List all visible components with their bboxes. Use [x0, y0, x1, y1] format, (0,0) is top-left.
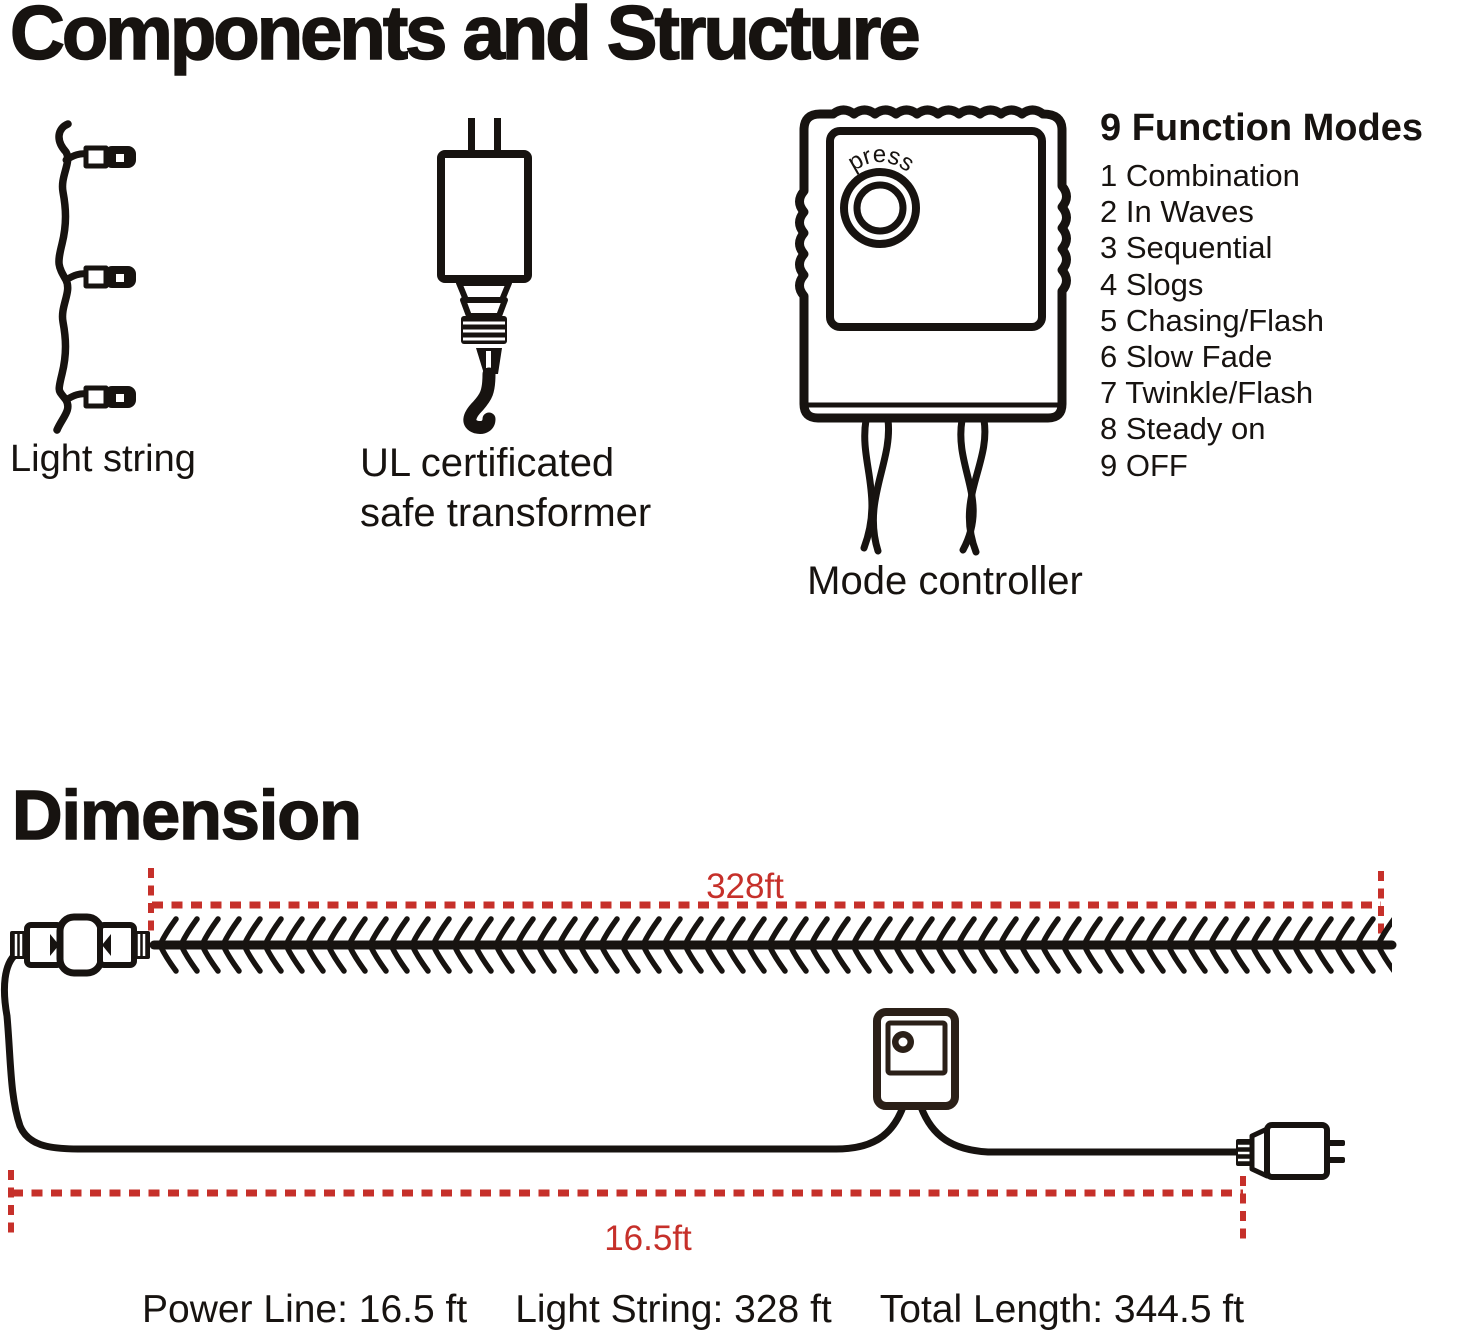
dimension-diagram	[0, 855, 1458, 1260]
mode-item: 9 OFF	[1100, 447, 1188, 483]
press-label: press	[843, 140, 920, 178]
light-string-barbs	[158, 908, 1392, 982]
plug-prong	[1327, 1140, 1345, 1146]
bulb	[66, 386, 136, 408]
mode-item: 3 Sequential	[1100, 230, 1273, 266]
power-line-wire	[4, 954, 903, 1149]
mode-item: 7 Twinkle/Flash	[1100, 375, 1314, 411]
transformer-body	[441, 154, 528, 279]
light-string-length-label: 328ft	[706, 867, 784, 906]
mode-controller-label: Mode controller	[807, 559, 1083, 603]
power-plug	[1236, 1125, 1345, 1177]
mode-item: 8 Steady on	[1100, 411, 1266, 447]
summary-power-line: Power Line: 16.5 ft	[142, 1288, 468, 1331]
transformer-illustration	[400, 104, 600, 444]
transformer-cable	[470, 374, 489, 428]
mode-item: 4 Slogs	[1100, 266, 1204, 302]
mode-item: 6 Slow Fade	[1100, 339, 1273, 375]
bulb	[66, 146, 136, 168]
transformer-label	[360, 438, 651, 538]
bulb	[66, 266, 136, 288]
transformer-label-line2: safe transformer	[360, 491, 652, 535]
mode-item: 1 Combination	[1100, 158, 1300, 193]
light-string-illustration	[0, 88, 340, 448]
function-modes-panel	[1100, 106, 1458, 484]
string-connector	[10, 917, 150, 973]
light-string-label: Light string	[10, 438, 196, 480]
mode-item: 2 In Waves	[1100, 194, 1254, 230]
inline-controller-box	[877, 1012, 955, 1106]
mode-item: 5 Chasing/Flash	[1100, 302, 1325, 338]
mode-controller-illustration	[795, 102, 1090, 572]
power-line-wire	[921, 1107, 1238, 1152]
length-summary	[142, 1288, 1244, 1332]
function-modes-heading: 9 Function Modes	[1100, 107, 1423, 149]
summary-total-length: Total Length: 344.5 ft	[879, 1288, 1245, 1331]
power-line-length-label: 16.5ft	[604, 1219, 692, 1258]
controller-wire	[969, 420, 985, 552]
controller-wire	[873, 420, 888, 551]
summary-light-string: Light String: 328 ft	[515, 1288, 832, 1331]
function-modes-list	[1100, 158, 1458, 484]
dimension-title: Dimension	[12, 776, 361, 854]
transformer-label-line1: UL certificated	[360, 441, 615, 485]
plug-prong	[1327, 1157, 1345, 1163]
components-title: Components and Structure	[10, 0, 918, 76]
